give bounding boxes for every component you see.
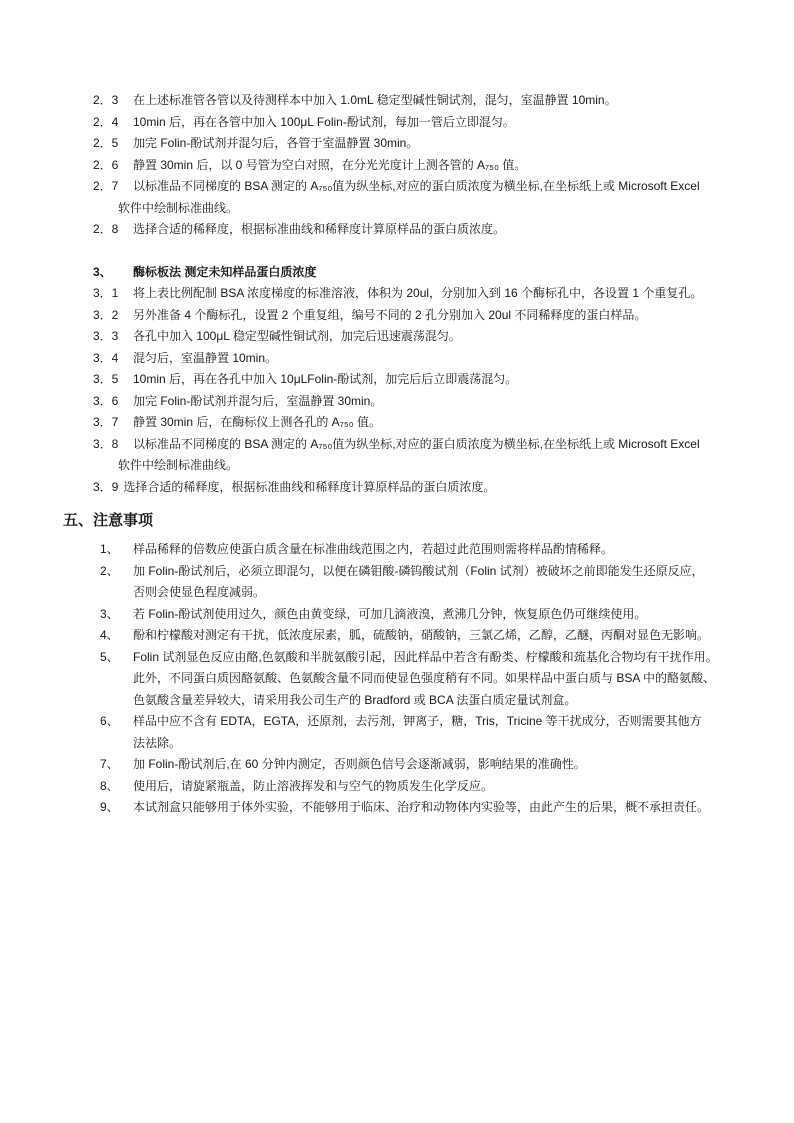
protocol-step [93,391,794,413]
protocol-step [93,305,794,327]
item-number: 3．1 [93,286,119,300]
protocol-step [93,434,794,477]
note-item [100,625,794,647]
protocol-step [93,155,794,177]
item-number: 2、 [100,563,119,578]
item-text [133,155,526,177]
note-item [100,561,794,604]
note-item [100,711,794,754]
item-text [133,561,704,604]
section-2-steps [0,90,794,241]
text-line: 使用后，请旋紧瓶盖，防止溶液挥发和与空气的物质发生化学反应。 [133,778,494,793]
item-text [133,219,505,241]
item-number: 3．7 [93,415,119,429]
item-text [133,647,718,712]
text-line: 此外，不同蛋白质因酪氨酸、色氨酸含量不同而使显色强度稍有不同。如果样品中蛋白质与 BSA 中的酪氨酸、 [133,671,716,685]
item-number: 3．6 [93,393,119,408]
text-line: 加完 Folin-酚试剂并混匀后，各管于室温静置 30min。 [133,136,419,150]
item-text [123,477,495,499]
item-number: 2．8 [93,222,119,236]
section-3-steps [0,283,794,498]
text-line: 将上表比例配制 BSA 浓度梯度的标准溶液，体积为 20ul，分别加入到 16 个酶标孔中，各设置 1 个重复孔。 [133,286,703,300]
item-text [133,604,646,626]
item-number: 2．3 [93,93,119,107]
item-number: 8、 [100,778,119,793]
text-line: 酚和柠檬酸对测定有干扰，低浓度尿素，胍，硫酸钠，硝酸钠，三氯乙烯，乙醇，乙醚，丙酮对显色无影响。 [133,628,710,642]
protocol-step [93,369,794,391]
item-number: 3．4 [93,350,119,365]
text-line: 色氨酸含量差异较大，请采用我公司生产的 Bradford 或 BCA 法蛋白质定量试剂盒。 [133,692,577,707]
section-3-heading-number: 3、 [93,264,112,279]
note-item [100,776,794,798]
item-number: 3．8 [93,436,119,451]
item-text [118,434,700,477]
section-3-heading [93,262,794,284]
text-line: 法祛除。 [133,735,182,750]
protocol-step [93,176,794,219]
item-number: 9、 [100,800,119,814]
text-line: 在上述标准管各管以及待测样本中加入 1.0mL 稳定型碱性铜试剂，混匀，室温静置 10min。 [133,93,617,107]
item-number: 3．3 [93,329,119,343]
text-line: 选择合适的稀释度，根据标准曲线和稀释度计算原样品的蛋白质浓度。 [133,222,506,236]
protocol-step [93,90,794,112]
note-item [100,539,794,561]
item-text [133,754,586,776]
section-5-heading: 五、注意事项 [63,512,154,529]
item-number: 3．2 [93,307,119,322]
item-number: 5、 [100,649,119,664]
text-line: 以标准品不同梯度的 BSA 测定的 A₇₅₀值为纵坐标,对应的蛋白质浓度为横坐标,在坐标纸上或 Microsoft Excel [133,436,700,451]
text-line: 否则会使显色程度减弱。 [133,585,266,599]
item-text [133,90,617,112]
protocol-step [93,112,794,134]
item-text [133,539,613,561]
text-line: 本试剂盒只能够用于体外实验，不能够用于临床、治疗和动物体内实验等，由此产生的后果，概不承担责任。 [133,800,710,814]
protocol-step [93,326,794,348]
text-line: 静置 30min 后，以 0 号管为空白对照，在分光光度计上测各管的 A₇₅₀ 值。 [133,157,527,172]
item-text [133,348,277,370]
protocol-step [93,133,794,155]
item-number: 2．4 [93,114,119,129]
item-text [133,369,517,391]
item-text [133,112,515,134]
item-number: 7、 [100,757,119,771]
text-line: 10min 后，再在各孔中加入 10μLFolin-酚试剂，加完后后立即震荡混匀。 [133,372,518,386]
item-number: 3．9 [93,479,119,494]
protocol-step [93,477,794,499]
text-line: 混匀后，室温静置 10min。 [133,350,278,365]
note-item [100,647,794,712]
section-5-notes [0,539,794,819]
text-line: 若 Folin-酚试剂使用过久，颜色由黄变绿，可加几滴液溴，煮沸几分钟，恢复原色仍可继续使用。 [133,606,647,621]
item-text [133,412,381,434]
item-number: 2．7 [93,179,119,193]
note-item [100,604,794,626]
item-text [118,176,700,219]
text-line: 静置 30min 后，在酶标仪上测各孔的 A₇₅₀ 值。 [133,415,381,429]
item-number: 1、 [100,542,119,556]
item-text [133,305,646,327]
text-line: 选择合适的稀释度，根据标准曲线和稀释度计算原样品的蛋白质浓度。 [123,479,496,494]
item-number: 3．5 [93,372,119,386]
text-line: 各孔中加入 100μL 稳定型碱性铜试剂，加完后迅速震荡混匀。 [133,329,461,343]
text-line: 加 Folin-酚试剂后，必须立即混匀，以便在磷钼酸-磷钨酸试剂（Folin 试剂）被破坏之前即能发生还原反应， [133,563,704,578]
item-text [133,391,382,413]
text-line: 10min 后，再在各管中加入 100μL Folin-酚试剂，每加一管后立即混匀。 [133,114,515,129]
section-3-heading-text: 酶标板法 测定未知样品蛋白质浓度 [133,264,317,279]
protocol-step [93,283,794,305]
item-text [133,797,709,819]
protocol-step [93,219,794,241]
item-text [133,326,461,348]
text-line: 软件中绘制标准曲线。 [118,458,239,472]
text-line: 样品中应不含有 EDTA，EGTA，还原剂，去污剂，钾离子，糖，Tris，Tricine 等干扰成分，否则需要其他方 [133,714,702,728]
item-number: 2．6 [93,157,119,172]
text-line: 加 Folin-酚试剂后,在 60 分钟内测定，否则颜色信号会逐渐减弱，影响结果的准确性。 [133,757,586,771]
item-number: 6、 [100,714,119,728]
text-line: 软件中绘制标准曲线。 [118,200,239,215]
item-text [133,133,418,155]
item-number: 4、 [100,628,119,642]
note-item [100,754,794,776]
text-line: 样品稀释的倍数应使蛋白质含量在标准曲线范围之内，若超过此范围则需将样品酌情稀释。 [133,542,614,556]
text-line: 以标准品不同梯度的 BSA 测定的 A₇₅₀值为纵坐标,对应的蛋白质浓度为横坐标,在坐标纸上或 Microsoft Excel [133,179,700,193]
text-line: 另外准备 4 个酶标孔，设置 2 个重复组，编号不同的 2 孔分别加入 20ul 不同稀释度的蛋白样品。 [133,307,647,322]
item-number: 2．5 [93,136,119,150]
item-number: 3、 [100,606,119,621]
note-item [100,797,794,819]
protocol-step [93,348,794,370]
text-line: Folin 试剂显色反应由酪,色氨酸和半胱氨酸引起，因此样品中若含有酚类、柠檬酸和巯基化合物均有干扰作用。 [133,649,718,664]
item-text [133,776,493,798]
item-text [133,283,702,305]
text-line: 加完 Folin-酚试剂并混匀后，室温静置 30min。 [133,393,383,408]
protocol-step [93,412,794,434]
item-text [133,711,702,754]
item-text [133,625,709,647]
